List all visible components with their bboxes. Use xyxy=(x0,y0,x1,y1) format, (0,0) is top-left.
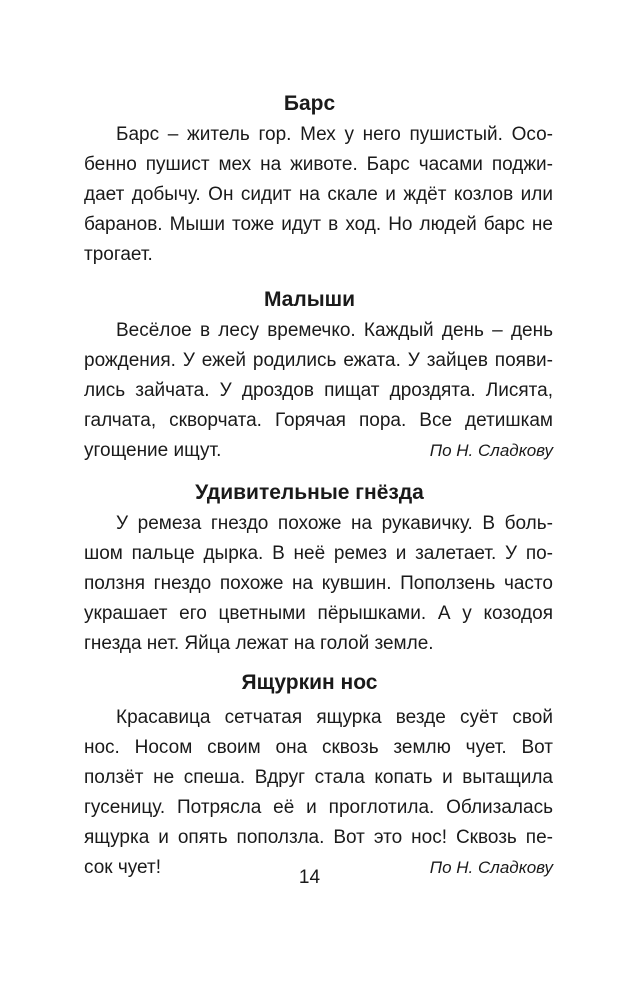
story-title: Барс xyxy=(283,92,336,115)
text-line: галчата, скворчата. Горячая пора. Все детишкам xyxy=(84,410,553,431)
text-line: нос. Носом своим она сквозь землю чует. Вот xyxy=(84,737,553,758)
text-line: трогает. xyxy=(84,244,153,265)
text-line: ползня гнездо похоже на кувшин. Поползень часто xyxy=(84,573,553,594)
text-line-with-author xyxy=(84,436,553,466)
text-line: гусеницу. Потрясла её и проглотила. Облизалась xyxy=(84,797,553,818)
author-attribution: По Н. Сладкову xyxy=(429,441,553,460)
story-title: Ящуркин нос xyxy=(241,671,378,694)
page-number: 14 xyxy=(298,867,321,888)
story-title: Малыши xyxy=(263,288,356,311)
text-line: лись зайчата. У дроздов пищат дроздята. Лисята, xyxy=(84,380,553,401)
text-line: ящурка и опять поползла. Вот это нос! Сквозь пе- xyxy=(84,827,553,848)
text-line: бенно пушист мех на животе. Барс часами поджи- xyxy=(84,154,553,175)
author-attribution: По Н. Сладкову xyxy=(429,858,553,877)
text-line: Весёлое в лесу времечко. Каждый день – день xyxy=(116,320,553,341)
text-line: Барс – житель гор. Мех у него пушистый. Осо- xyxy=(116,124,553,145)
text-line: сок чует! xyxy=(84,857,161,878)
text-line: Красавица сетчатая ящурка везде суёт свой xyxy=(116,707,553,728)
text-line: гнезда нет. Яйца лежат на голой земле. xyxy=(84,633,434,654)
story-title: Удивительные гнёзда xyxy=(195,481,424,504)
text-line: украшает его цветными пёрышками. А у козодоя xyxy=(84,603,553,624)
text-line: ползёт не спеша. Вдруг стала копать и вытащила xyxy=(84,767,553,788)
text-line: шом пальце дырка. В неё ремез и залетает. У по- xyxy=(84,543,553,564)
text-line: баранов. Мыши тоже идут в ход. Но людей барс не xyxy=(84,214,553,235)
text-line: рождения. У ежей родились ежата. У зайцев появи- xyxy=(84,350,553,371)
text-line: угощение ищут. xyxy=(84,440,222,461)
text-line: У ремеза гнездо похоже на рукавичку. В боль- xyxy=(116,513,553,534)
text-line: дает добычу. Он сидит на скале и ждёт козлов или xyxy=(84,184,553,205)
